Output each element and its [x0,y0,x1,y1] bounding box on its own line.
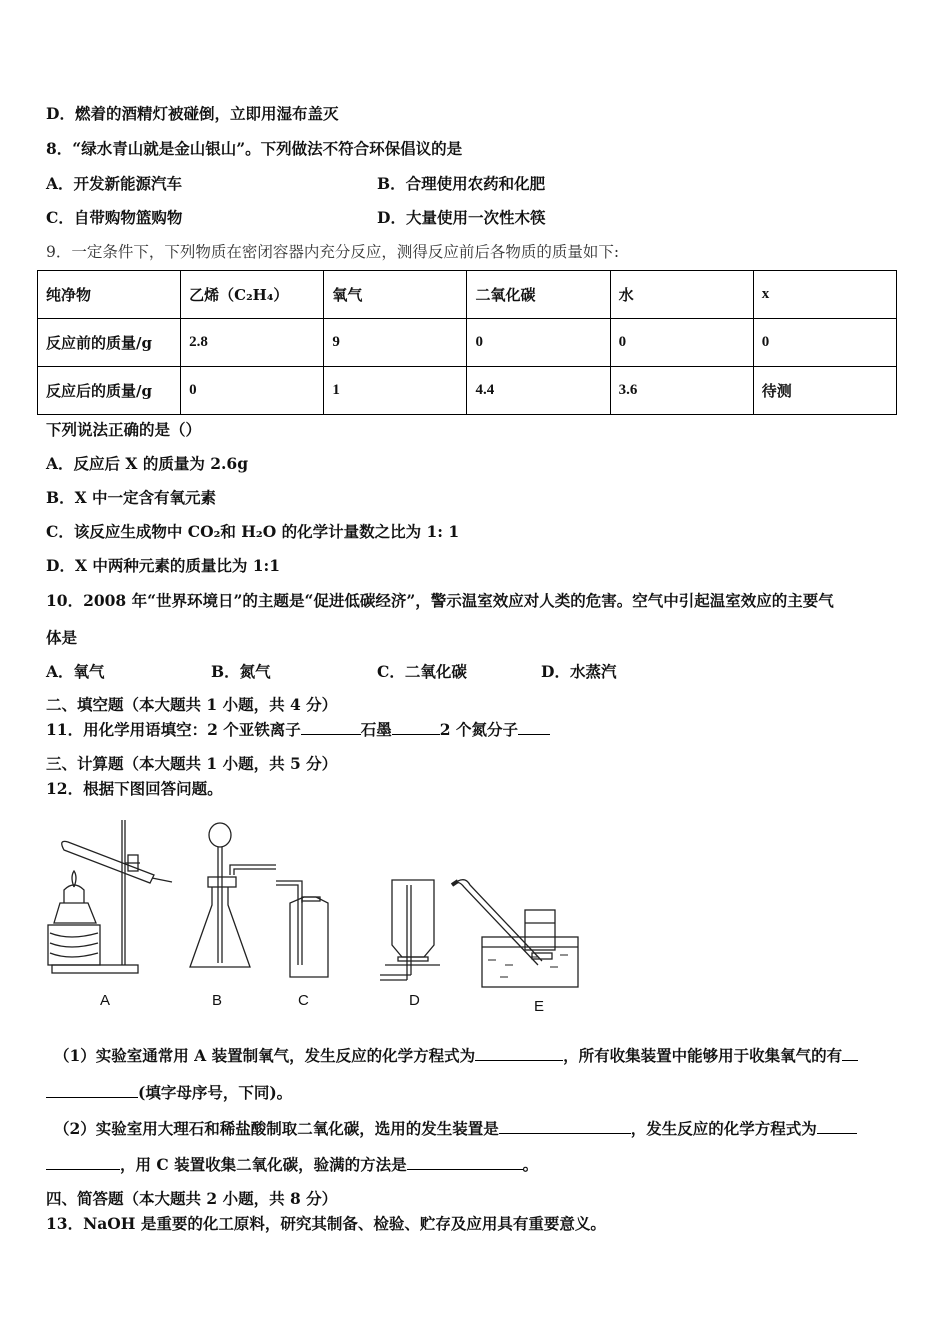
table-row [38,319,897,367]
q12-sub1-line1 [54,1044,858,1066]
table-cell: 3.6 [610,367,753,415]
q12-sub2-text-b: ，发生反应的化学方程式为 [630,1119,817,1138]
q9-option-b: B．X 中一定含有氧元素 [46,488,217,507]
q9-option-a: A．反应后 X 的质量为 2.6g [46,454,249,473]
q12-sub2-line2 [46,1153,538,1175]
q9-option-d: D．X 中两种元素的质量比为 1:1 [46,556,281,575]
answer-blank[interactable] [407,1155,523,1170]
table-cell: 2.8 [181,319,324,367]
q12-sub1-text-a: （1）实验室通常用 A 装置制氧气，发生反应的化学方程式为 [54,1046,476,1065]
figure-label-b: B [212,992,223,1009]
q7-option-d: D．燃着的酒精灯被碰倒，立即用湿布盖灭 [46,104,339,123]
table-cell: 0 [181,367,324,415]
q9-prompt: 下列说法正确的是（） [46,420,202,439]
q10-option-d: D．水蒸汽 [541,662,617,681]
figure-label-c: C [298,992,309,1009]
table-cell: 0 [753,319,896,367]
q12-sub1-text-b: ，所有收集装置中能够用于收集氧气的有 [563,1046,843,1065]
table-cell: 0 [610,319,753,367]
answer-blank[interactable] [475,1046,563,1061]
q10-option-c: C．二氧化碳 [377,662,467,681]
apparatus-a-heating-setup [48,820,172,973]
q8-option-d: D．大量使用一次性木筷 [377,208,546,227]
answer-blank[interactable] [46,1083,138,1098]
table-cell: 1 [324,367,467,415]
table-cell: 9 [324,319,467,367]
q9-option-c: C．该反应生成物中 CO₂和 H₂O 的化学计量数之比为 1: 1 [46,522,460,541]
q10-option-b: B．氮气 [211,662,271,681]
q8-stem: 8．“绿水青山就是金山银山”。下列做法不符合环保倡议的是 [46,139,463,158]
answer-blank[interactable] [817,1119,857,1134]
q11-part3: 2 个氮分子 [439,720,518,739]
table-row [38,367,897,415]
table-cell: 反应后的质量/g [38,367,181,415]
section-3-heading: 三、计算题（本大题共 1 小题，共 5 分） [46,754,338,773]
q9-stem: 9．一定条件下，下列物质在密闭容器内充分反应，测得反应前后各物质的质量如下: [46,243,620,261]
answer-blank[interactable] [301,720,361,735]
q12-sub2-text-d: 。 [522,1155,539,1174]
q8-option-c: C．自带购物篮购物 [46,208,183,227]
table-cell: 0 [467,319,610,367]
figure-label-d: D [409,992,420,1009]
apparatus-c-gas-bottle [276,881,328,977]
apparatus-e-water-trough [452,880,578,987]
lab-apparatus-figure [40,815,600,990]
answer-blank[interactable] [499,1119,631,1134]
table-header-cell: 氧气 [324,271,467,319]
q12-sub1-text-c: (填字母序号，下同)。 [138,1083,293,1102]
answer-blank[interactable] [46,1155,120,1170]
q10-stem-line1: 10．2008 年“世界环境日”的主题是“促进低碳经济”，警示温室效应对人类的危害。空气中引起温室效应的主要气 [46,591,834,610]
q13-stem: 13．NaOH 是重要的化工原料，研究其制备、检验、贮存及应用具有重要意义。 [46,1214,606,1233]
q12-sub2-text-a: （2）实验室用大理石和稀盐酸制取二氧化碳，选用的发生装置是 [54,1119,499,1138]
q9-mass-table [37,270,897,415]
table-header-cell: 纯净物 [38,271,181,319]
q12-sub2-text-c: ，用 C 装置收集二氧化碳，验满的方法是 [120,1155,407,1174]
q12-sub2-line1 [54,1117,857,1139]
answer-blank[interactable] [518,720,550,735]
figure-label-e: E [534,998,545,1015]
figure-label-a: A [100,992,111,1009]
q10-option-a: A．氧气 [46,662,105,681]
q10-stem-line2: 体是 [46,628,78,647]
q11-part2: 石墨 [360,720,392,739]
section-4-heading: 四、简答题（本大题共 2 小题，共 8 分） [46,1189,338,1208]
section-2-heading: 二、填空题（本大题共 1 小题，共 4 分） [46,695,338,714]
q11-stem [46,718,550,740]
q8-option-b: B．合理使用农药和化肥 [377,174,546,193]
answer-blank[interactable] [842,1046,858,1061]
table-cell: 待测 [753,367,896,415]
table-header-cell: 二氧化碳 [467,271,610,319]
table-header-cell: 乙烯（C₂H₄） [181,271,324,319]
table-header-cell: 水 [610,271,753,319]
q12-sub1-line2 [46,1081,292,1103]
apparatus-b-conical-flask [190,823,276,967]
table-cell: 4.4 [467,367,610,415]
table-header-row [38,271,897,319]
apparatus-d-inverted-bottle [380,880,440,980]
q12-stem: 12．根据下图回答问题。 [46,779,223,798]
q8-option-a: A．开发新能源汽车 [46,174,183,193]
answer-blank[interactable] [392,720,440,735]
q11-part1: 11．用化学用语填空：2 个亚铁离子 [46,720,301,739]
table-header-cell: x [753,271,896,319]
table-cell: 反应前的质量/g [38,319,181,367]
